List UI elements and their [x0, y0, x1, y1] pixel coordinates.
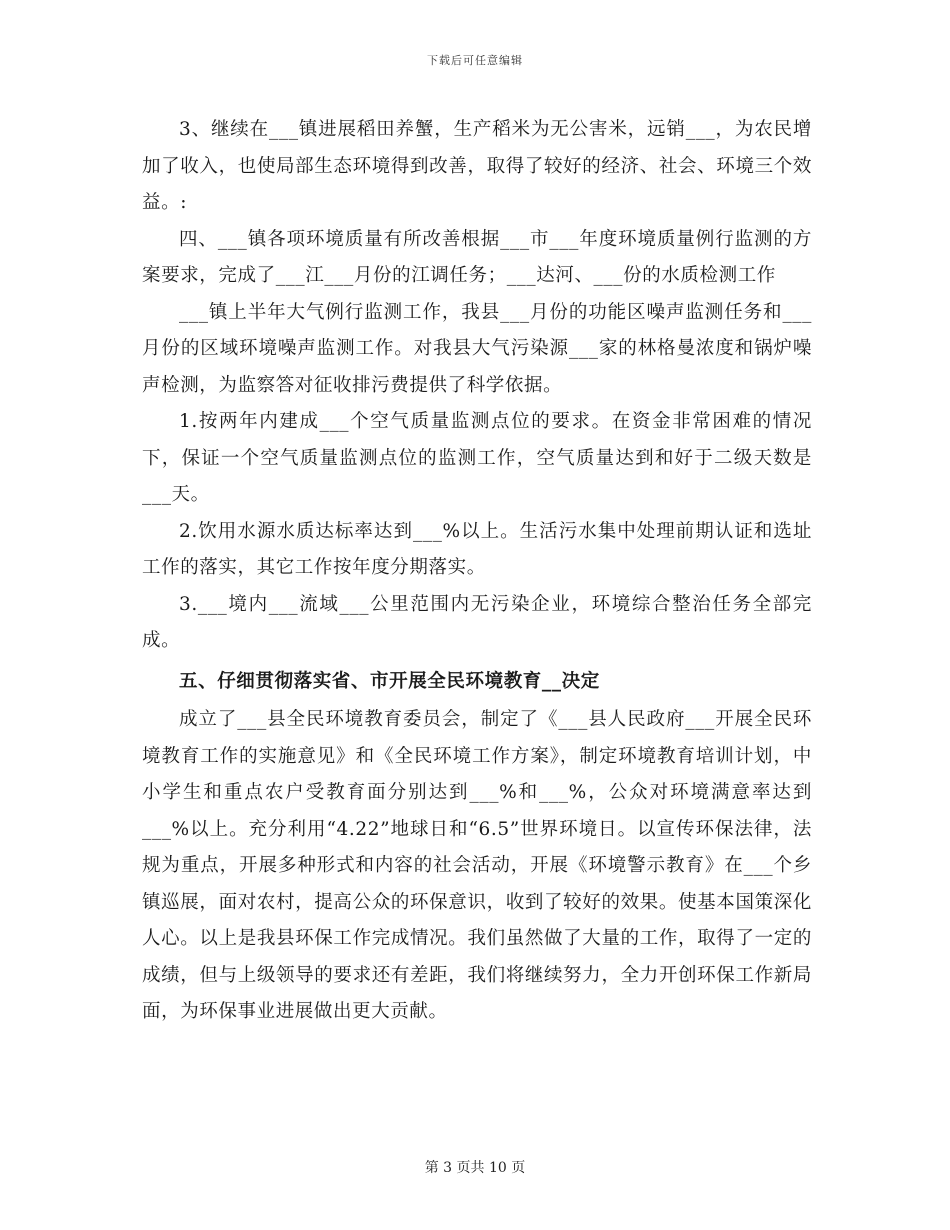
page-number: 第 3 页共 10 页 — [424, 1160, 526, 1176]
page-header: 下载后可任意编辑 — [427, 54, 523, 67]
document-body — [142, 112, 812, 1031]
paragraph-point-3: 3.___境内___流域___公里范围内无污染企业，环境综合整治任务全部完成。 — [142, 593, 812, 651]
section-heading-5: 五、仔细贯彻落实省、市开展全民环境教育__决定 — [179, 670, 600, 692]
paragraph-section-4: 四、___镇各项环境质量有所改善根据___市___年度环境质量例行监测的方案要求，完成了___江___月份的江调任务；___达河、___份的水质检测工作 — [142, 228, 812, 286]
paragraph-point-1: 1.按两年内建成___个空气质量监测点位的要求。在资金非常困难的情况下，保证一个空气质量监测点位的监测工作，空气质量达到和好于二级天数是___天。 — [142, 411, 812, 505]
paragraph-education: 成立了___县全民环境教育委员会，制定了《___县人民政府___开展全民环境教育工作的实施意见》和《全民环境工作方案》，制定环境教育培训计划，中小学生和重点农户受教育面分别达到___%和___%，公众对环境满意率达到___%以上。充分利用“4.22”地球日和“6.5”世界环境日。以宣传环保法律，法规为重点，开展多种形式和内容的社会活动，开展《环境警示教育》在___个乡镇巡展，面对农村，提高公众的环保意识，收到了较好的效果。使基本国策深化人心。以上是我县环保工作完成情况。我们虽然做了大量的工作，取得了一定的成绩，但与上级领导的要求还有差距，我们将继续努力，全力开创环保工作新局面，为环保事业进展做出更大贡献。 — [142, 709, 812, 1022]
paragraph-point-2: 2.饮用水源水质达标率达到___%以上。生活污水集中处理前期认证和选址工作的落实，其它工作按年度分期落实。 — [142, 520, 812, 578]
paragraph-item-3: 3、继续在___镇进展稻田养蟹，生产稻米为无公害米，远销___，为农民增加了收入，也使局部生态环境得到改善，取得了较好的经济、社会、环境三个效益。: — [142, 119, 812, 213]
paragraph-air-monitoring: ___镇上半年大气例行监测工作，我县___月份的功能区噪声监测任务和___月份的区域环境噪声监测工作。对我县大气污染源___家的林格曼浓度和锅炉噪声检测，为监察答对征收排污费提供了科学依据。 — [142, 301, 812, 396]
